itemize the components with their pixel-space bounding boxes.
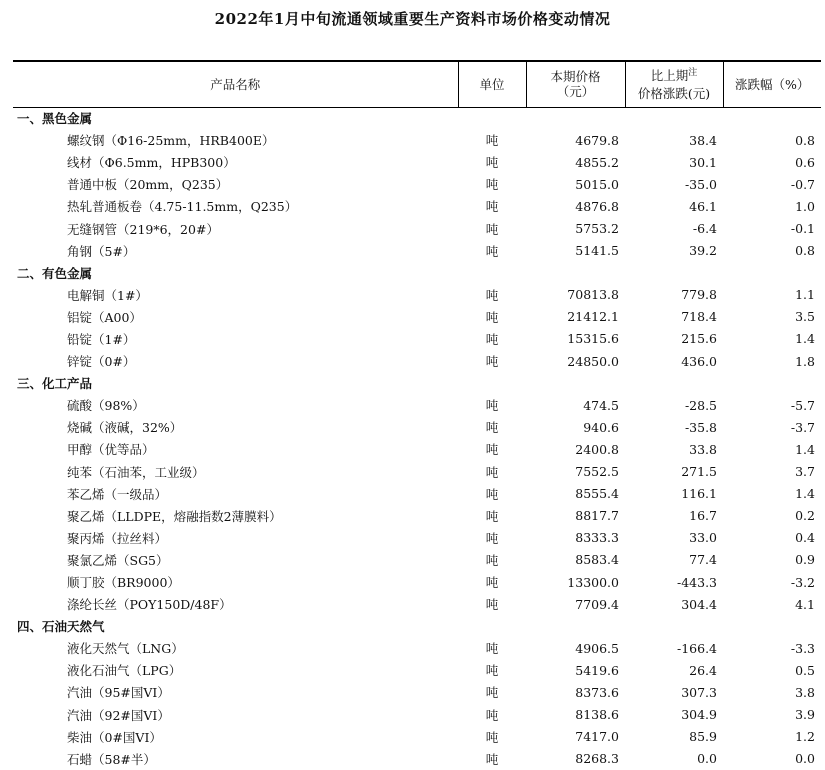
unit-cell: 吨 [485, 354, 499, 370]
price-change-cell: 0.0 [697, 751, 717, 767]
change-percent-cell: 3.7 [795, 464, 815, 480]
price-change-cell: 116.1 [681, 486, 717, 502]
current-price-cell: 7417.0 [575, 729, 619, 745]
category-row [13, 615, 821, 637]
table-row [13, 416, 821, 438]
table-row [13, 549, 821, 571]
header-change-line1: 比上期 [650, 67, 689, 83]
unit-cell: 吨 [485, 486, 499, 502]
header-change-percent: 涨跌幅（%） [723, 61, 821, 107]
price-change-cell: 85.9 [689, 729, 717, 745]
price-change-cell: 26.4 [689, 662, 717, 678]
category-row [13, 372, 821, 394]
change-percent-cell: -0.1 [790, 221, 815, 237]
unit-cell: 吨 [485, 597, 499, 613]
product-name-cell: 螺纹钢（Φ16-25mm，HRB400E） [67, 133, 275, 149]
table-row [13, 394, 821, 416]
change-percent-cell: -0.7 [790, 176, 815, 192]
table-row [13, 129, 821, 151]
price-change-cell: 30.1 [689, 154, 717, 170]
price-change-cell: -443.3 [676, 574, 717, 590]
unit-cell: 吨 [485, 663, 499, 679]
unit-cell: 吨 [485, 729, 499, 745]
change-percent-cell: 1.0 [795, 198, 815, 214]
price-change-cell: 304.4 [681, 596, 717, 612]
current-price-cell: 21412.1 [567, 309, 619, 325]
change-percent-cell: 0.5 [795, 662, 815, 678]
unit-cell: 吨 [485, 155, 499, 171]
current-price-cell: 8138.6 [575, 707, 619, 723]
product-name-cell: 电解铜（1#） [67, 287, 148, 303]
product-name-cell: 聚丙烯（拉丝料） [67, 530, 168, 546]
header-product-name: 产品名称 [13, 61, 458, 107]
current-price-cell: 8373.6 [575, 684, 619, 700]
price-change-cell: 16.7 [689, 508, 717, 524]
change-percent-cell: -3.7 [790, 419, 815, 435]
table-body [13, 107, 821, 770]
product-name-cell: 角钢（5#） [67, 243, 136, 259]
current-price-cell: 7709.4 [575, 596, 619, 612]
change-percent-cell: 3.5 [795, 309, 815, 325]
current-price-cell: 70813.8 [567, 287, 619, 303]
current-price-cell: 15315.6 [567, 331, 619, 347]
product-name-cell: 烧碱（液碱，32%） [67, 420, 183, 436]
price-change-cell: 779.8 [681, 287, 717, 303]
product-name-cell: 铝锭（A00） [67, 309, 142, 325]
change-percent-cell: 1.4 [795, 331, 815, 347]
price-change-cell: 215.6 [681, 331, 717, 347]
unit-cell: 吨 [485, 420, 499, 436]
table-row [13, 748, 821, 770]
table-row [13, 284, 821, 306]
current-price-cell: 8583.4 [575, 552, 619, 568]
product-name-cell: 锌锭（0#） [67, 354, 136, 370]
table-row [13, 571, 821, 593]
price-table [13, 60, 821, 770]
unit-cell: 吨 [485, 331, 499, 347]
product-name-cell: 液化石油气（LPG） [67, 663, 182, 679]
price-change-cell: 718.4 [681, 309, 717, 325]
current-price-cell: 5141.5 [575, 243, 619, 259]
unit-cell: 吨 [485, 508, 499, 524]
table-row [13, 217, 821, 239]
change-percent-cell: 4.1 [795, 596, 815, 612]
change-percent-cell: 0.8 [795, 132, 815, 148]
product-name-cell: 液化天然气（LNG） [67, 641, 184, 657]
category-label: 三、化工产品 [17, 376, 93, 392]
table-row [13, 704, 821, 726]
price-change-cell: -6.4 [692, 221, 717, 237]
current-price-cell: 5419.6 [575, 662, 619, 678]
change-percent-cell: 3.8 [795, 684, 815, 700]
change-percent-cell: 0.8 [795, 243, 815, 259]
unit-cell: 吨 [485, 287, 499, 303]
price-change-cell: 33.0 [689, 530, 717, 546]
product-name-cell: 聚氯乙烯（SG5） [67, 552, 169, 568]
category-row [13, 107, 821, 129]
unit-cell: 吨 [485, 309, 499, 325]
unit-cell: 吨 [485, 442, 499, 458]
header-unit: 单位 [458, 61, 526, 107]
header-current-price [526, 61, 625, 107]
price-change-cell: 271.5 [681, 464, 717, 480]
unit-cell: 吨 [485, 133, 499, 149]
price-change-cell: 46.1 [689, 198, 717, 214]
unit-cell: 吨 [485, 243, 499, 259]
current-price-cell: 13300.0 [567, 574, 619, 590]
change-percent-cell: 1.8 [795, 353, 815, 369]
current-price-cell: 8817.7 [575, 508, 619, 524]
unit-cell: 吨 [485, 199, 499, 215]
price-change-cell: -166.4 [676, 640, 717, 656]
table-row [13, 461, 821, 483]
unit-cell: 吨 [485, 221, 499, 237]
product-name-cell: 顺丁胶（BR9000） [67, 575, 180, 591]
product-name-cell: 聚乙烯（LLDPE，熔融指数2薄膜料） [67, 508, 282, 524]
table-row [13, 350, 821, 372]
product-name-cell: 甲醇（优等品） [67, 442, 155, 458]
change-percent-cell: -5.7 [790, 397, 815, 413]
table-row [13, 151, 821, 173]
product-name-cell: 热轧普通板卷（4.75-11.5mm，Q235） [67, 199, 298, 215]
change-percent-cell: 0.2 [795, 508, 815, 524]
product-name-cell: 苯乙烯（一级品） [67, 486, 168, 502]
header-change-line2: 价格涨跌(元) [637, 85, 711, 101]
change-percent-cell: 0.9 [795, 552, 815, 568]
change-percent-cell: 1.1 [795, 287, 815, 303]
category-label: 四、石油天然气 [17, 619, 105, 635]
product-name-cell: 汽油（95#国VI） [67, 685, 170, 701]
change-percent-cell: -3.3 [790, 640, 815, 656]
price-change-cell: -35.8 [684, 419, 717, 435]
price-change-cell: -28.5 [684, 397, 717, 413]
category-label: 二、有色金属 [17, 265, 93, 281]
change-percent-cell: 1.2 [795, 729, 815, 745]
current-price-cell: 474.5 [583, 397, 619, 413]
change-percent-cell: 3.9 [795, 707, 815, 723]
table-row [13, 527, 821, 549]
current-price-cell: 8333.3 [575, 530, 619, 546]
header-price-line1: 本期价格 [550, 69, 601, 85]
category-row [13, 262, 821, 284]
footnote-marker: 注 [688, 67, 698, 78]
table-header-row [13, 61, 821, 107]
table-row [13, 438, 821, 460]
header-price-change [625, 61, 723, 107]
table-row [13, 240, 821, 262]
unit-cell: 吨 [485, 575, 499, 591]
price-change-cell: 307.3 [681, 684, 717, 700]
unit-cell: 吨 [485, 530, 499, 546]
unit-cell: 吨 [485, 177, 499, 193]
table-row [13, 483, 821, 505]
table-row [13, 195, 821, 217]
unit-cell: 吨 [485, 398, 499, 414]
page-title: 2022年1月中旬流通领域重要生产资料市场价格变动情况 [214, 10, 611, 28]
price-change-cell: -35.0 [684, 176, 717, 192]
current-price-cell: 8268.3 [575, 751, 619, 767]
unit-cell: 吨 [485, 751, 499, 767]
unit-cell: 吨 [485, 641, 499, 657]
product-name-cell: 线材（Φ6.5mm，HPB300） [67, 155, 236, 171]
unit-cell: 吨 [485, 685, 499, 701]
current-price-cell: 940.6 [583, 419, 619, 435]
current-price-cell: 5015.0 [575, 176, 619, 192]
product-name-cell: 铅锭（1#） [67, 331, 136, 347]
table-row [13, 637, 821, 659]
change-percent-cell: 1.4 [795, 486, 815, 502]
table-row [13, 593, 821, 615]
table-row [13, 306, 821, 328]
product-name-cell: 汽油（92#国VI） [67, 707, 170, 723]
table-row [13, 726, 821, 748]
unit-cell: 吨 [485, 464, 499, 480]
price-change-cell: 39.2 [689, 243, 717, 259]
header-price-line2: （元） [556, 84, 595, 100]
table-row [13, 328, 821, 350]
price-change-cell: 38.4 [689, 132, 717, 148]
table-row [13, 681, 821, 703]
change-percent-cell: -3.2 [790, 574, 815, 590]
unit-cell: 吨 [485, 552, 499, 568]
change-percent-cell: 0.4 [795, 530, 815, 546]
product-name-cell: 无缝钢管（219*6，20#） [67, 221, 219, 237]
current-price-cell: 7552.5 [575, 464, 619, 480]
product-name-cell: 涤纶长丝（POY150D/48F） [67, 597, 232, 613]
current-price-cell: 2400.8 [575, 441, 619, 457]
product-name-cell: 硫酸（98%） [67, 398, 145, 414]
product-name-cell: 石蜡（58#半） [67, 751, 156, 767]
price-change-cell: 436.0 [681, 353, 717, 369]
current-price-cell: 4876.8 [575, 198, 619, 214]
change-percent-cell: 0.6 [795, 154, 815, 170]
price-change-cell: 33.8 [689, 441, 717, 457]
current-price-cell: 5753.2 [575, 221, 619, 237]
unit-cell: 吨 [485, 707, 499, 723]
product-name-cell: 普通中板（20mm，Q235） [67, 177, 229, 193]
table-row [13, 659, 821, 681]
product-name-cell: 柴油（0#国VI） [67, 729, 162, 745]
price-change-cell: 304.9 [681, 707, 717, 723]
current-price-cell: 4679.8 [575, 132, 619, 148]
current-price-cell: 4906.5 [575, 640, 619, 656]
current-price-cell: 4855.2 [575, 154, 619, 170]
category-label: 一、黑色金属 [17, 111, 93, 127]
product-name-cell: 纯苯（石油苯，工业级） [67, 464, 205, 480]
price-change-cell: 77.4 [689, 552, 717, 568]
change-percent-cell: 1.4 [795, 441, 815, 457]
table-row [13, 173, 821, 195]
current-price-cell: 8555.4 [575, 486, 619, 502]
table-row [13, 505, 821, 527]
change-percent-cell: 0.0 [795, 751, 815, 767]
current-price-cell: 24850.0 [567, 353, 619, 369]
